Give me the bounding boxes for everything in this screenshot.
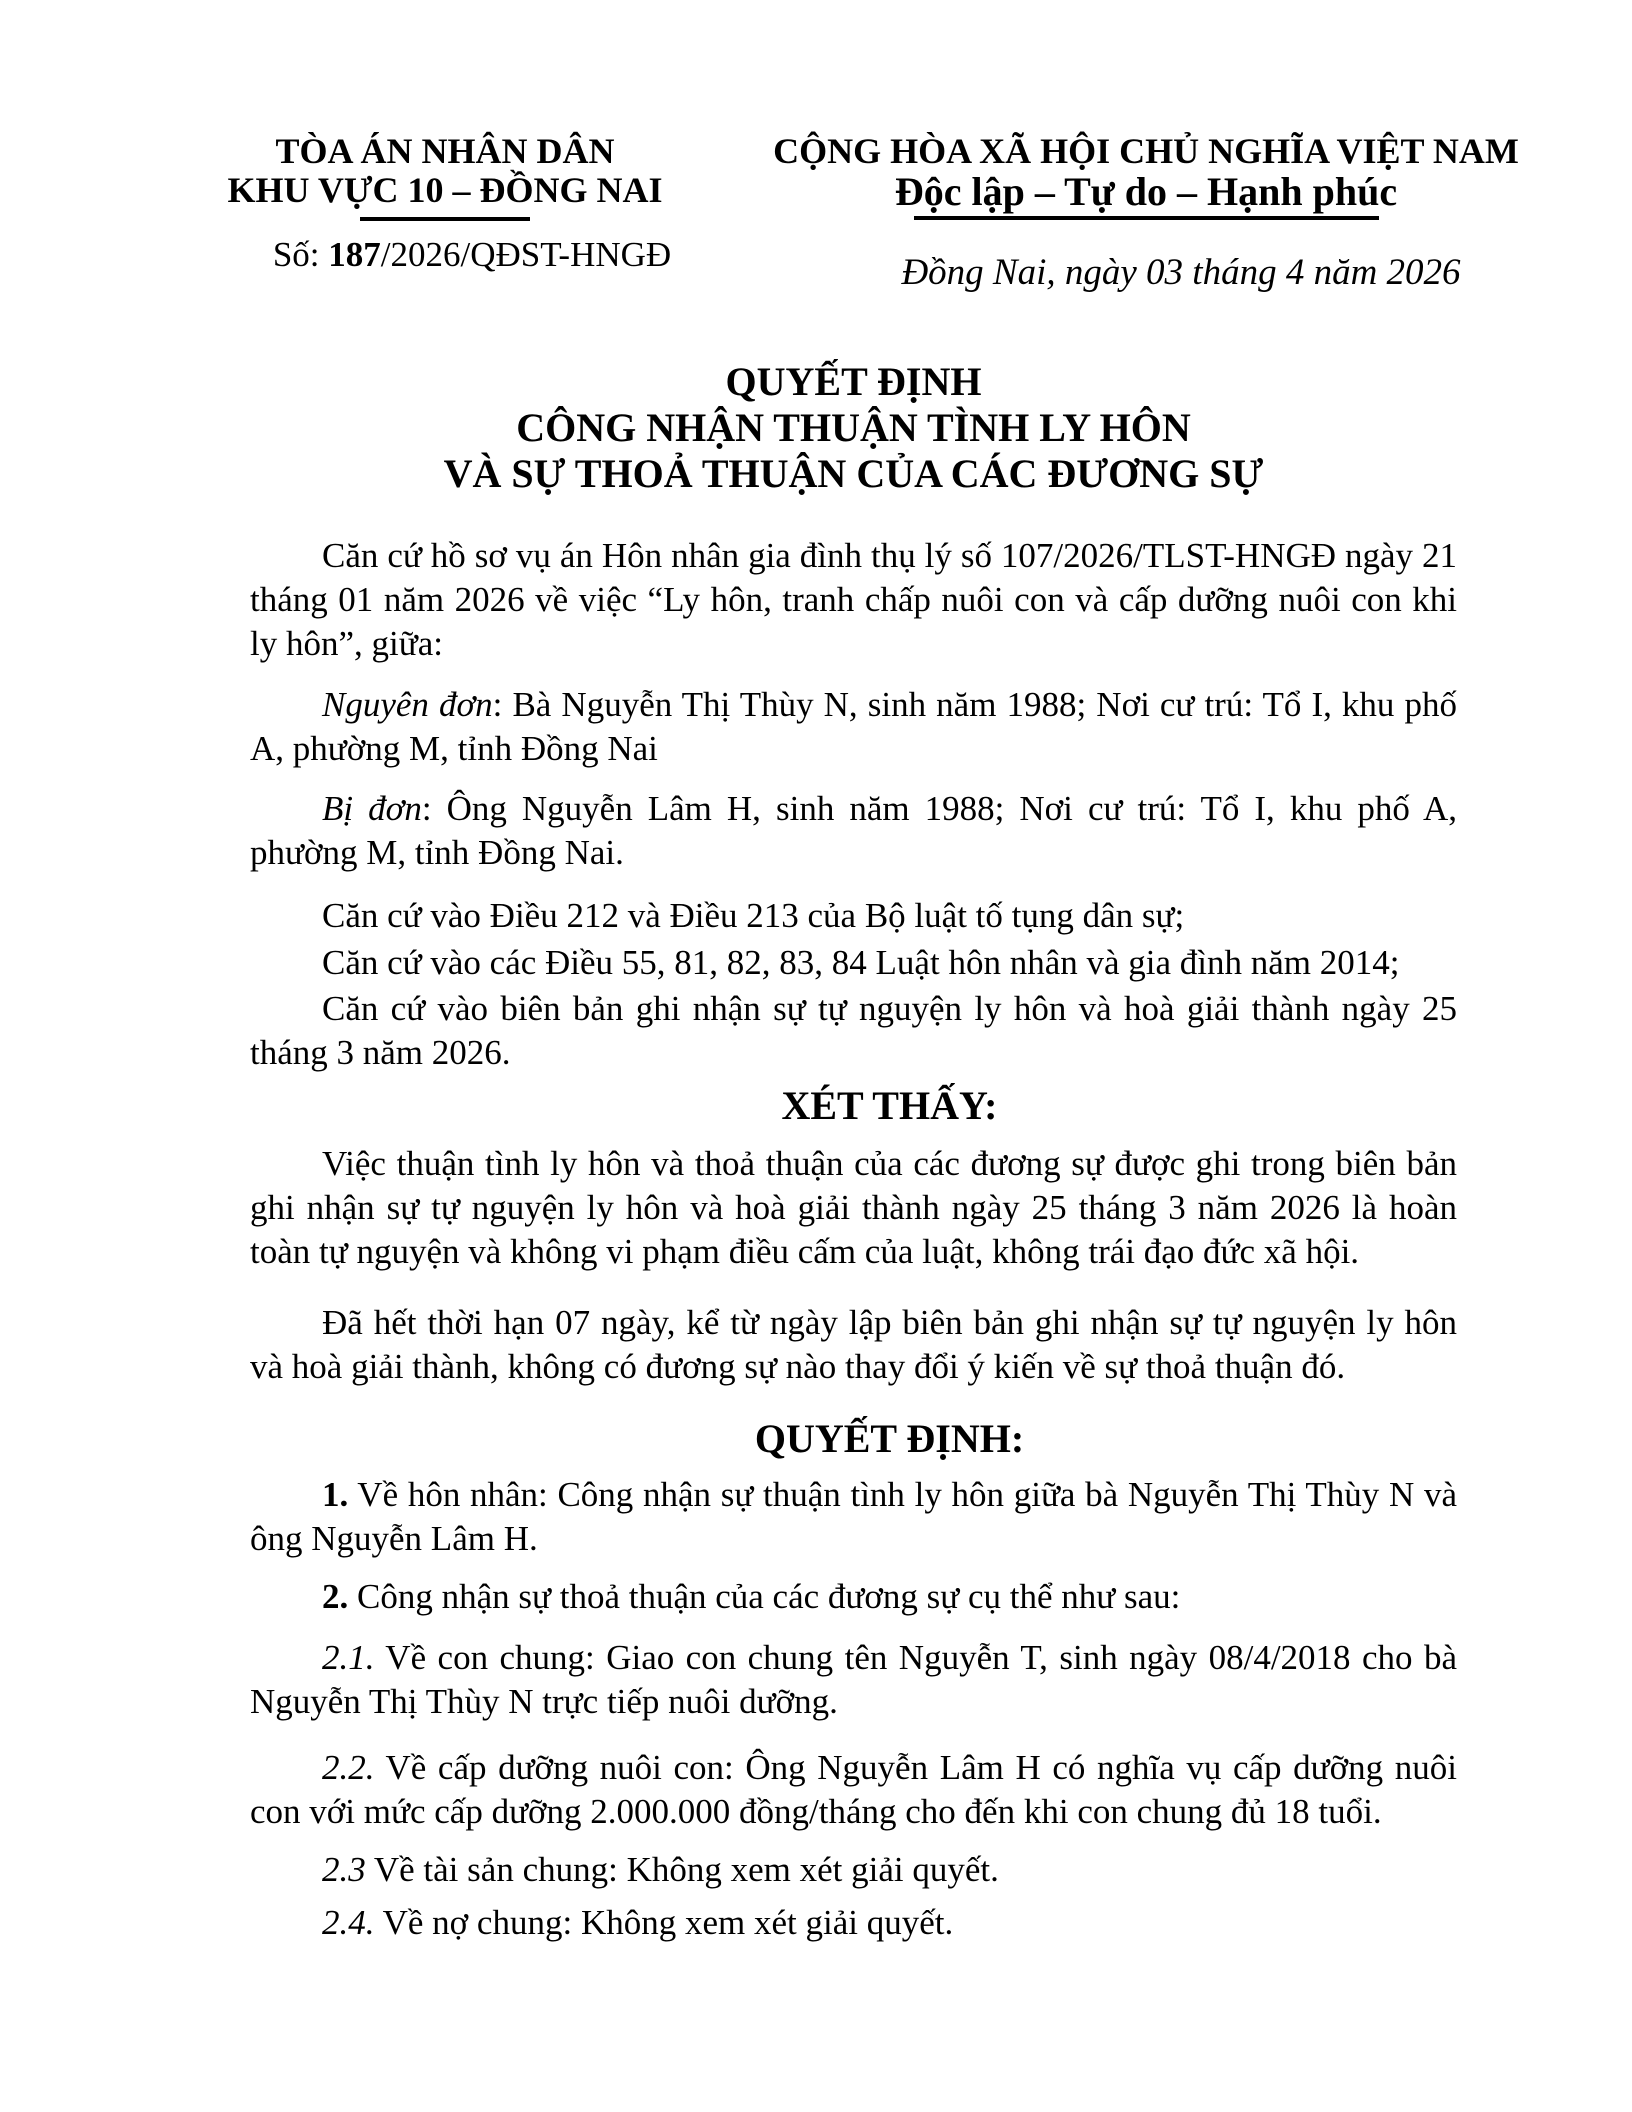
- case-number-suffix: /2026/QĐST-HNGĐ: [380, 235, 672, 274]
- court-name-line1: TÒA ÁN NHÂN DÂN: [275, 131, 615, 171]
- legal-basis-text-3: Căn cứ vào biên bản ghi nhận sự tự nguyện ly hôn và hoà giải thành ngày 25 tháng 3 năm 2026.: [250, 989, 1457, 1072]
- legal-basis-text-1: Căn cứ vào Điều 212 và Điều 213 của Bộ luật tố tụng dân sự;: [322, 896, 1185, 935]
- document-header: [0, 0, 1632, 296]
- motto-rule: [914, 216, 1379, 220]
- place-date-line: Đồng Nai, ngày 03 tháng 4 năm 2026: [901, 252, 1461, 293]
- decision-item-1-text: Về hôn nhân: Công nhận sự thuận tình ly hôn giữa bà Nguyễn Thị Thùy N và ông Nguyễn Lâm H.: [250, 1475, 1457, 1558]
- document-body: [250, 359, 1457, 1945]
- case-number-value: 187: [328, 235, 381, 274]
- document-title: [250, 359, 1457, 497]
- preamble-text: Căn cứ hồ sơ vụ án Hôn nhân gia đình thụ lý số 107/2026/TLST-HNGĐ ngày 21 tháng 01 năm 2026 về việc “Ly hôn, tranh chấp nuôi con và cấp dưỡng nuôi con khi ly hôn”, giữa:: [250, 536, 1457, 663]
- decision-item-2-2-text: Về cấp dưỡng nuôi con: Ông Nguyễn Lâm H có nghĩa vụ cấp dưỡng nuôi con với mức cấp dưỡng 2.000.000 đồng/tháng cho đến khi con chung đủ 18 tuổi.: [250, 1748, 1457, 1831]
- findings-paragraph-2: [250, 1301, 1457, 1389]
- legal-basis-paragraph-2: [250, 941, 1457, 985]
- decision-item-2-4-number: 2.4.: [322, 1903, 375, 1942]
- defendant-paragraph: [250, 787, 1457, 875]
- decision-item-2-3-number: 2.3: [322, 1850, 366, 1889]
- decision-item-2-2-number: 2.2.: [322, 1748, 375, 1787]
- findings-heading: XÉT THẤY:: [781, 1083, 998, 1128]
- legal-basis-text-2: Căn cứ vào các Điều 55, 81, 82, 83, 84 Luật hôn nhân và gia đình năm 2014;: [322, 943, 1400, 982]
- court-header-block: [150, 132, 740, 277]
- decision-item-1-number: 1.: [322, 1475, 349, 1514]
- document-title-line2: CÔNG NHẬN THUẬN TÌNH LY HÔN: [516, 405, 1191, 450]
- decision-item-2: [250, 1575, 1457, 1619]
- decision-item-2-4: [250, 1901, 1457, 1945]
- decision-item-2-text: Công nhận sự thoả thuận của các đương sự cụ thể như sau:: [348, 1577, 1181, 1616]
- legal-basis-paragraph-3: [250, 987, 1457, 1075]
- decision-item-2-1-number: 2.1.: [322, 1638, 375, 1677]
- decision-item-2-3: [250, 1848, 1457, 1892]
- plaintiff-details: : Bà Nguyễn Thị Thùy N, sinh năm 1988; Nơi cư trú: Tổ I, khu phố A, phường M, tỉnh Đồng Nai: [250, 685, 1457, 768]
- case-number-prefix: Số:: [272, 235, 329, 274]
- plaintiff-label: Nguyên đơn: [322, 685, 493, 724]
- findings-text-2: Đã hết thời hạn 07 ngày, kể từ ngày lập biên bản ghi nhận sự tự nguyện ly hôn và hoà giải thành, không có đương sự nào thay đổi ý kiến về sự thoả thuận đó.: [250, 1303, 1457, 1386]
- plaintiff-paragraph: [250, 683, 1457, 771]
- national-motto-line2: Độc lập – Tự do – Hạnh phúc: [894, 169, 1398, 214]
- defendant-label: Bị đơn: [322, 789, 422, 828]
- decision-item-2-4-text: Về nợ chung: Không xem xét giải quyết.: [374, 1903, 954, 1942]
- findings-text-1: Việc thuận tình ly hôn và thoả thuận của các đương sự được ghi trong biên bản ghi nhận sự tự nguyện ly hôn và hoà giải thành ngày 25 tháng 3 năm 2026 là hoàn toàn tự nguyện và không vi phạm điều cấm của luật, không trái đạo đức xã hội.: [250, 1144, 1457, 1271]
- decision-item-2-2: [250, 1746, 1457, 1834]
- defendant-details: : Ông Nguyễn Lâm H, sinh năm 1988; Nơi cư trú: Tổ I, khu phố A, phường M, tỉnh Đồng Nai.: [250, 789, 1457, 872]
- national-motto-line1: CỘNG HÒA XÃ HỘI CHỦ NGHĨA VIỆT NAM: [773, 131, 1519, 171]
- national-header-block: [740, 132, 1552, 296]
- decision-item-2-1: [250, 1636, 1457, 1724]
- decision-item-1: [250, 1473, 1457, 1561]
- document-title-line1: QUYẾT ĐỊNH: [725, 359, 982, 404]
- decision-heading: QUYẾT ĐỊNH:: [754, 1416, 1025, 1461]
- legal-basis-paragraph-1: [250, 894, 1457, 938]
- document-title-line3: VÀ SỰ THOẢ THUẬN CỦA CÁC ĐƯƠNG SỰ: [443, 451, 1264, 496]
- court-name-line2: KHU VỰC 10 – ĐỒNG NAI: [227, 170, 663, 210]
- decision-item-2-3-text: Về tài sản chung: Không xem xét giải quyết.: [365, 1850, 999, 1889]
- case-number-line: [177, 233, 767, 277]
- court-header-rule: [360, 217, 530, 221]
- findings-paragraph-1: [250, 1142, 1457, 1274]
- decision-item-2-1-text: Về con chung: Giao con chung tên Nguyễn T, sinh ngày 08/4/2018 cho bà Nguyễn Thị Thùy N trực tiếp nuôi dưỡng.: [250, 1638, 1457, 1721]
- decision-item-2-number: 2.: [322, 1577, 349, 1616]
- preamble-paragraph: [250, 534, 1457, 666]
